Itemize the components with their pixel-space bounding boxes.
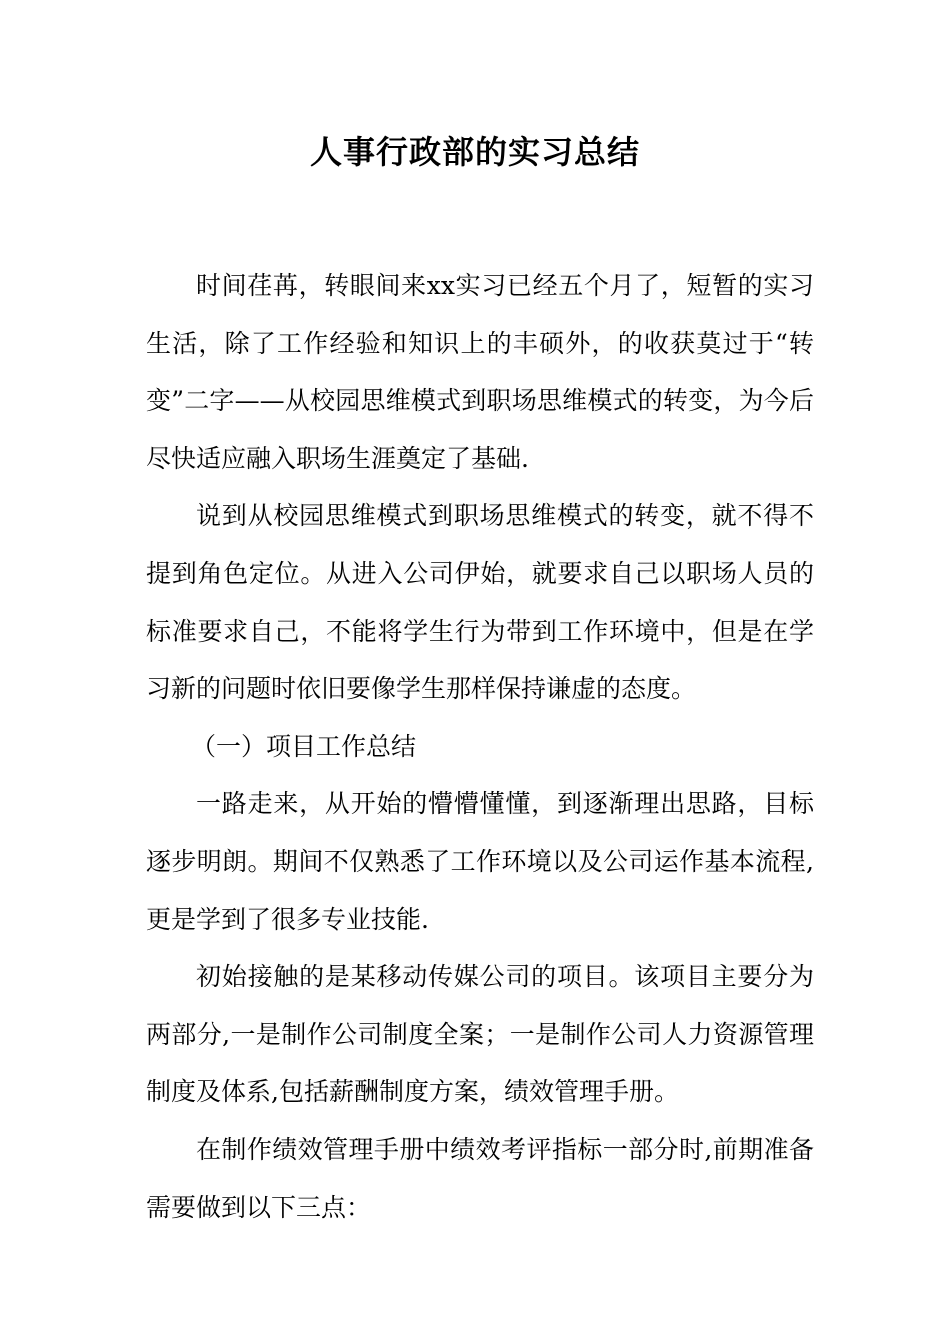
paragraph-role-positioning: 说到从校园思维模式到职场思维模式的转变，就不得不提到角色定位。从进入公司伊始，就要求自己以职场人员的标准要求自己，不能将学生行为带到工作环境中，但是在学习新的问题时依旧要像学生那样保持谦虚的态度。	[146, 501, 814, 704]
paragraph-intro: 时间荏苒，转眼间来xx实习已经五个月了，短暂的实习生活，除了工作经验和知识上的丰硕外，的收获莫过于“转变”二字——从校园思维模式到职场思维模式的转变，为今后尽快适应融入职场生涯奠定了基础.	[146, 271, 814, 473]
paragraph-journey: 一路走来，从开始的懵懵懂懂，到逐渐理出思路，目标逐步明朗。期间不仅熟悉了工作环境以及公司运作基本流程,更是学到了很多专业技能.	[146, 789, 814, 934]
paragraph-first-project: 初始接触的是某移动传媒公司的项目。该项目主要分为两部分,一是制作公司制度全案；一是制作公司人力资源管理制度及体系,包括薪酬制度方案，绩效管理手册。	[146, 962, 814, 1107]
paragraph-performance-manual: 在制作绩效管理手册中绩效考评指标一部分时,前期准备需要做到以下三点：	[146, 1134, 814, 1222]
section-heading-project-summary: （一）项目工作总结	[191, 731, 417, 761]
document-title: 人事行政部的实习总结	[309, 133, 640, 171]
document-body	[146, 257, 814, 1236]
